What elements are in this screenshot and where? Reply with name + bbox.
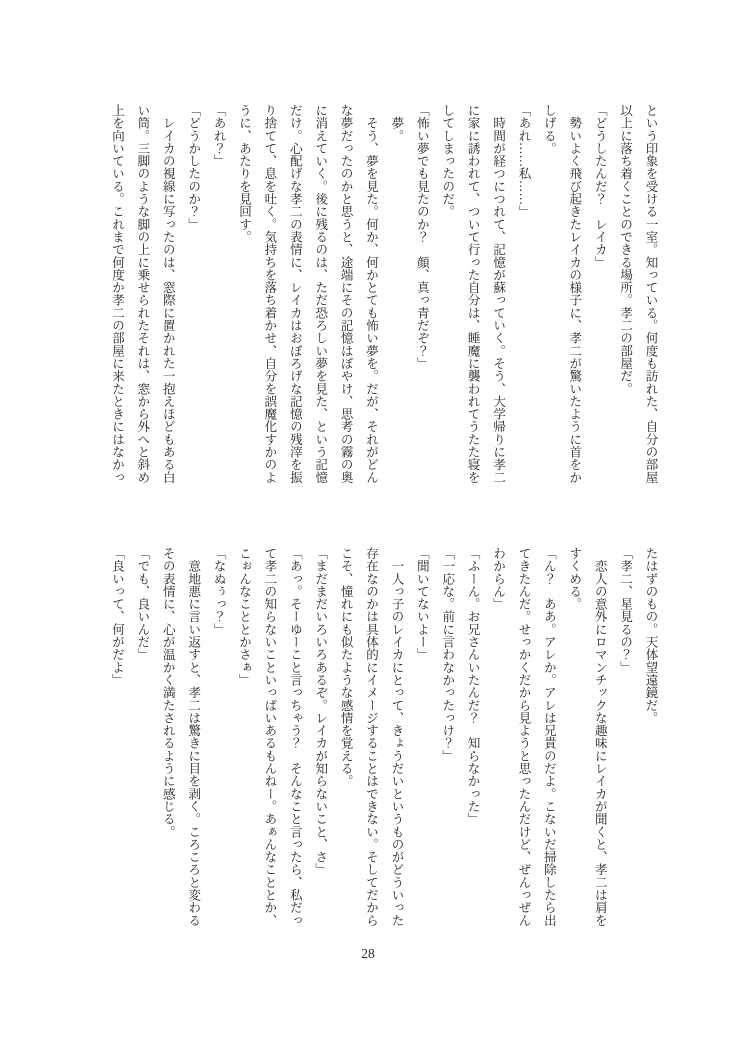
- text-line: 「まだまだいろいろあるぞ。レイカが知らないこと、さ」: [313, 547, 328, 876]
- text-line: わからん」: [491, 547, 506, 611]
- text-line: に家に誘われて、ついて行った自分は、睡魔に襲われてうたた寝を: [466, 104, 481, 484]
- text-line: こぉんなこととかさぁ」: [237, 547, 252, 687]
- text-line: 「なぬぅっ？」: [212, 547, 227, 636]
- text-line: 「孝二、星見るの？」: [618, 547, 633, 674]
- text-line: という印象を受ける一室。知っている。何度も訪れた、自分の部屋: [644, 104, 658, 484]
- text-line: い筒。三脚のような脚の上に乗せられたそれは、窓から外へと斜め: [135, 104, 150, 484]
- text-line: すくめる。: [567, 547, 582, 611]
- text-line: 「ん？ ああ。アレか。アレは兄貴のだよ。こないだ掃除したら出: [542, 547, 557, 927]
- text-line: 「どうかしたのか？」: [186, 104, 201, 231]
- text-line: に消えていく。後に残るのは、ただ恐ろしい夢を見た、という記憶: [313, 104, 328, 484]
- text-line: だけ。心配げな孝二の表情に、レイカはおぼろげな記憶の残滓を振: [288, 104, 303, 484]
- text-line: してしまったのだ。: [440, 104, 455, 218]
- text-line: そう、夢を見た。何か、何かとても怖い夢を。だが、それがどん: [364, 104, 379, 484]
- text-line: 「どうしたんだ？ レイカ」: [593, 104, 608, 269]
- text-line: 上を向いている。これまで何度か孝二の部屋に来たときにはなかっ: [110, 104, 125, 484]
- text-line: て孝二の知らないこといっぱいあるもんねー。あぁんなこととか、: [262, 547, 277, 927]
- text-line: 「あれ？」: [212, 104, 227, 168]
- text-line: 「良いって、何がだよ」: [110, 547, 125, 687]
- text-block-bottom: [104, 547, 663, 931]
- text-line: うに、あたりを見回す。: [237, 104, 252, 244]
- text-line: 意地悪に言い返すと、孝二は驚きに目を剥く。ころころと変わる: [186, 547, 201, 927]
- text-line: 勢いよく飛び起きたレイカの様子に、孝二が驚いたように首をか: [567, 104, 582, 484]
- text-line: 「怖い夢でも見たのか？ 顔、真っ青だぞ？」: [415, 104, 430, 370]
- text-line: 一人っ子のレイカにとって、きょうだいというものがどういった: [389, 547, 404, 927]
- page-number: 28: [361, 946, 375, 961]
- text-block-top: [104, 104, 663, 488]
- text-line: 「でも、良いんだ」: [135, 547, 150, 661]
- text-line: たはずのもの。天体望遠鏡だ。: [644, 547, 658, 725]
- text-line: 「一応な。前に言わなかったっけ？」: [440, 547, 455, 763]
- text-line: こそ、憧れにも似たような感情を覚える。: [339, 547, 354, 788]
- text-line: しげる。: [542, 104, 557, 155]
- text-line: 「聞いてないよー」: [415, 547, 430, 661]
- text-line: 「あっ。そーゆーこと言っちゃう？ そんなこと言ったら、私だっ: [288, 547, 303, 927]
- text-line: レイカの視線に写ったのは、窓際に置かれた一抱えほどもある白: [161, 104, 176, 484]
- text-line: 恋人の意外にロマンチックな趣味にレイカが聞くと、孝二は肩を: [593, 547, 608, 927]
- text-line: り捨てて、息を吐く。気持ちを落ち着かせ、自分を誤魔化すかのよ: [262, 104, 277, 484]
- text-line: な夢だったのかと思うと、途端にその記憶はぼやけ、思考の霧の奥: [339, 104, 354, 484]
- text-line: 以上に落ち着くことのできる場所。孝二の部屋だ。: [618, 104, 633, 395]
- text-line: てきたんだ。せっかくだから見ようと思ったんだけど、ぜんっぜん: [516, 547, 531, 927]
- text-line: 「ふーん。お兄さんいたんだ？ 知らなかった」: [466, 547, 481, 826]
- text-line: その表情に、心が温かく満たされるように感じる。: [161, 547, 176, 838]
- text-line: 存在なのかは具体的にイメージすることはできない。そしてだから: [364, 547, 379, 927]
- text-line: 「あれ……私……」: [516, 104, 531, 218]
- text-line: 夢。: [389, 104, 404, 142]
- text-line: 時間が経つにつれて、記憶が蘇っていく。そう、大学帰りに孝二: [491, 104, 506, 484]
